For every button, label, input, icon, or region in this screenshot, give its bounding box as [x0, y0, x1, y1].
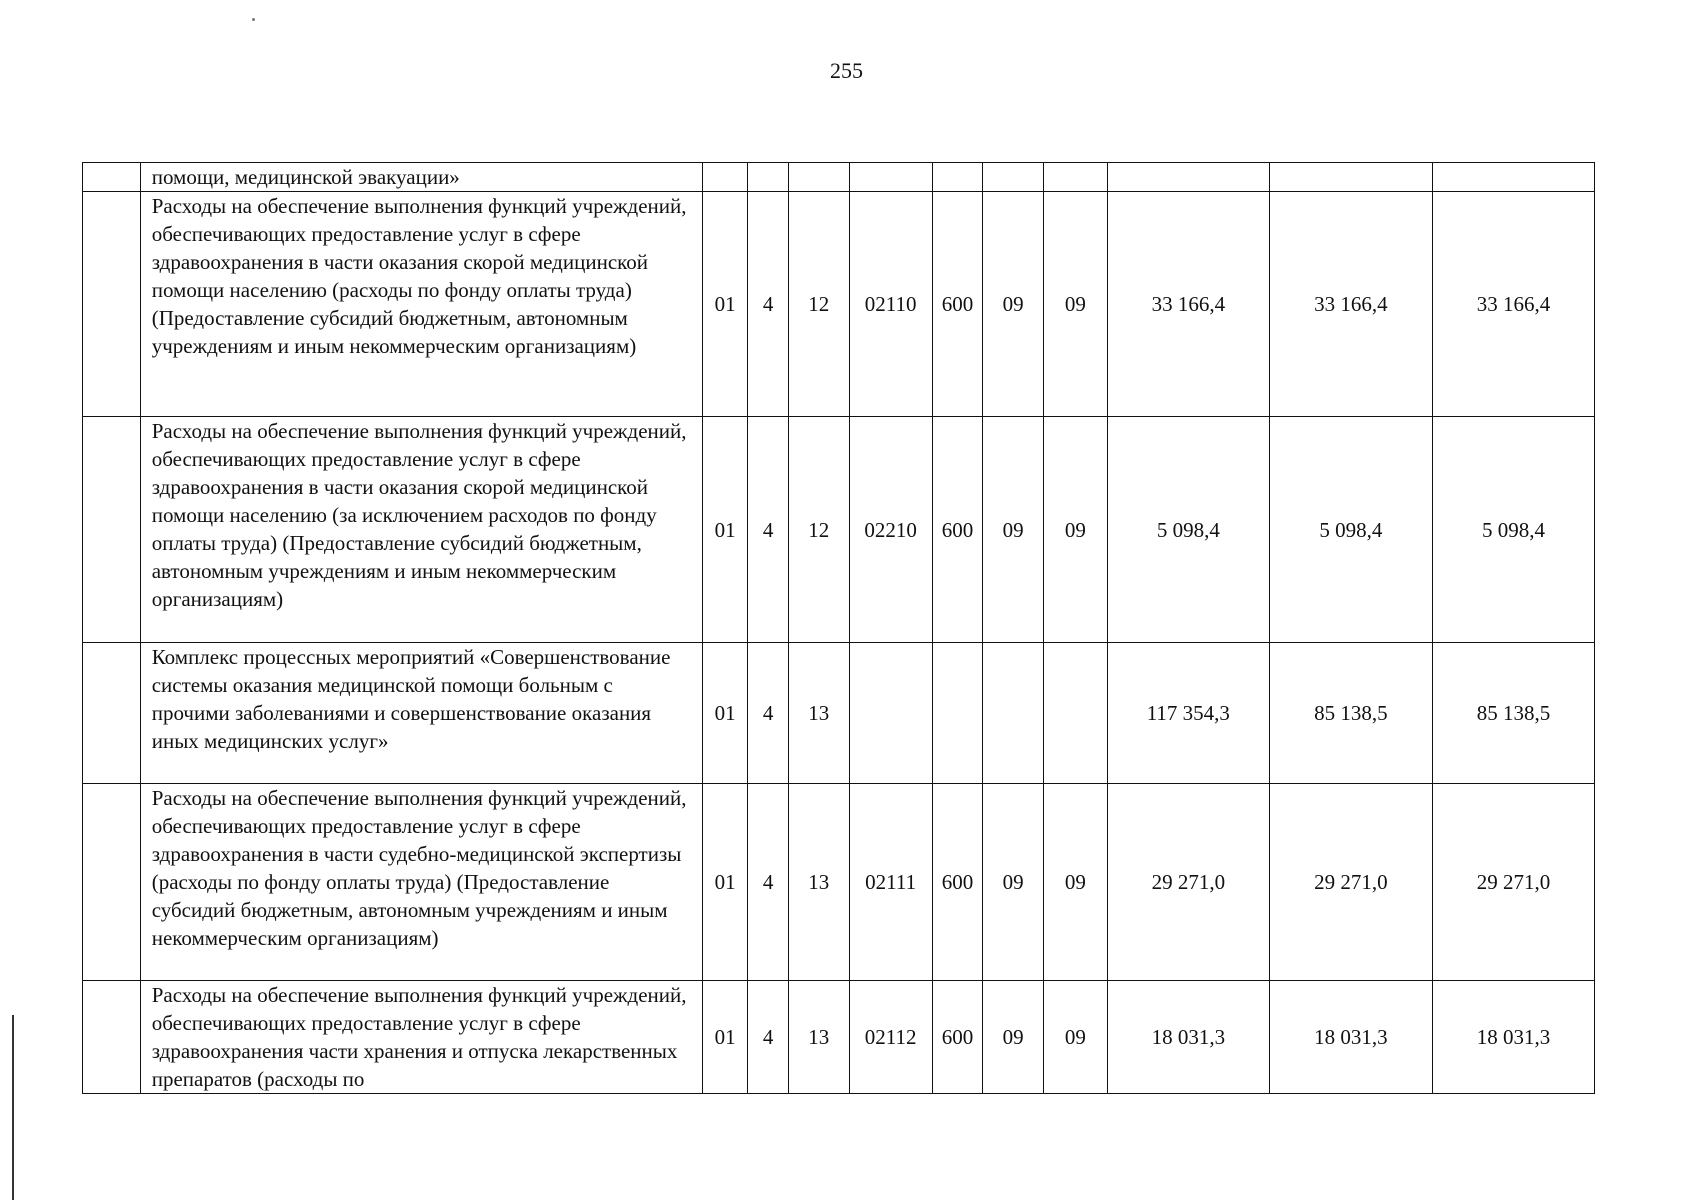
amount-cell: 5 098,4 [1107, 417, 1269, 643]
code-cell: 01 [702, 643, 748, 784]
code-cell [932, 643, 983, 784]
code-cell [1044, 643, 1108, 784]
code-cell: 01 [702, 784, 748, 981]
amount-cell: 29 271,0 [1107, 784, 1269, 981]
code-cell: 02210 [849, 417, 932, 643]
amount-cell: 18 031,3 [1432, 981, 1594, 1094]
code-cell [748, 163, 789, 192]
code-cell: 12 [788, 192, 849, 417]
amount-cell [1432, 163, 1594, 192]
description-cell: помощи, медицинской эвакуации» [140, 163, 702, 192]
amount-cell: 29 271,0 [1269, 784, 1432, 981]
code-cell: 4 [748, 417, 789, 643]
budget-table [82, 162, 1595, 1094]
code-cell: 09 [983, 417, 1044, 643]
table-row [83, 981, 1595, 1094]
table-row [83, 643, 1595, 784]
code-cell: 09 [983, 981, 1044, 1094]
table-row [83, 192, 1595, 417]
code-cell: 600 [932, 192, 983, 417]
code-cell: 12 [788, 417, 849, 643]
code-cell [1044, 163, 1108, 192]
code-cell: 01 [702, 192, 748, 417]
code-cell [983, 643, 1044, 784]
code-cell [849, 643, 932, 784]
amount-cell: 85 138,5 [1432, 643, 1594, 784]
code-cell [788, 163, 849, 192]
table-row [83, 417, 1595, 643]
code-cell: 09 [1044, 417, 1108, 643]
row-index-cell [83, 192, 141, 417]
page-number: 255 [830, 58, 863, 83]
code-cell [932, 163, 983, 192]
row-index-cell [83, 417, 141, 643]
code-cell: 01 [702, 981, 748, 1094]
amount-cell [1269, 163, 1432, 192]
description-cell: Расходы на обеспечение выполнения функций учреждений, обеспечивающих предоставление услуг в сфере здравоохранения в части судебно-медицинской экспертизы (расходы по фонду оплаты труда) (Предоставление субсидий бюджетным, автономным учреждениям и иным некоммерческим организациям) [140, 784, 702, 981]
code-cell: 02111 [849, 784, 932, 981]
code-cell: 4 [748, 192, 789, 417]
code-cell: 02110 [849, 192, 932, 417]
amount-cell: 33 166,4 [1269, 192, 1432, 417]
code-cell: 09 [1044, 192, 1108, 417]
code-cell: 13 [788, 643, 849, 784]
code-cell: 09 [1044, 784, 1108, 981]
code-cell: 4 [748, 784, 789, 981]
code-cell: 4 [748, 981, 789, 1094]
amount-cell: 18 031,3 [1269, 981, 1432, 1094]
amount-cell: 29 271,0 [1432, 784, 1594, 981]
code-cell: 600 [932, 981, 983, 1094]
code-cell: 4 [748, 643, 789, 784]
code-cell: 13 [788, 784, 849, 981]
amount-cell: 117 354,3 [1107, 643, 1269, 784]
scan-edge-line [12, 1015, 14, 1200]
code-cell: 600 [932, 417, 983, 643]
table-row [83, 784, 1595, 981]
row-index-cell [83, 981, 141, 1094]
amount-cell: 85 138,5 [1269, 643, 1432, 784]
amount-cell: 5 098,4 [1269, 417, 1432, 643]
row-index-cell [83, 643, 141, 784]
code-cell: 09 [983, 784, 1044, 981]
amount-cell [1107, 163, 1269, 192]
description-cell: Расходы на обеспечение выполнения функций учреждений, обеспечивающих предоставление услуг в сфере здравоохранения в части оказания скорой медицинской помощи населению (расходы по фонду оплаты труда) (Предоставление субсидий бюджетным, автономным учреждениям и иным некоммерческим организациям) [140, 192, 702, 417]
row-index-cell [83, 784, 141, 981]
description-cell: Комплекс процессных мероприятий «Совершенствование системы оказания медицинской помощи больным с прочими заболеваниями и совершенствование оказания иных медицинских услуг» [140, 643, 702, 784]
code-cell [849, 163, 932, 192]
amount-cell: 18 031,3 [1107, 981, 1269, 1094]
description-cell: Расходы на обеспечение выполнения функций учреждений, обеспечивающих предоставление услуг в сфере здравоохранения части хранения и отпуска лекарственных препаратов (расходы по [140, 981, 702, 1094]
description-cell: Расходы на обеспечение выполнения функций учреждений, обеспечивающих предоставление услуг в сфере здравоохранения в части оказания скорой медицинской помощи населению (за исключением расходов по фонду оплаты труда) (Предоставление субсидий бюджетным, автономным учреждениям и иным некоммерческим организациям) [140, 417, 702, 643]
code-cell [983, 163, 1044, 192]
code-cell: 02112 [849, 981, 932, 1094]
amount-cell: 33 166,4 [1107, 192, 1269, 417]
code-cell: 09 [983, 192, 1044, 417]
amount-cell: 5 098,4 [1432, 417, 1594, 643]
code-cell [702, 163, 748, 192]
code-cell: 01 [702, 417, 748, 643]
table-row [83, 163, 1595, 192]
amount-cell: 33 166,4 [1432, 192, 1594, 417]
row-index-cell [83, 163, 141, 192]
code-cell: 09 [1044, 981, 1108, 1094]
scan-speck [252, 18, 255, 21]
code-cell: 13 [788, 981, 849, 1094]
code-cell: 600 [932, 784, 983, 981]
